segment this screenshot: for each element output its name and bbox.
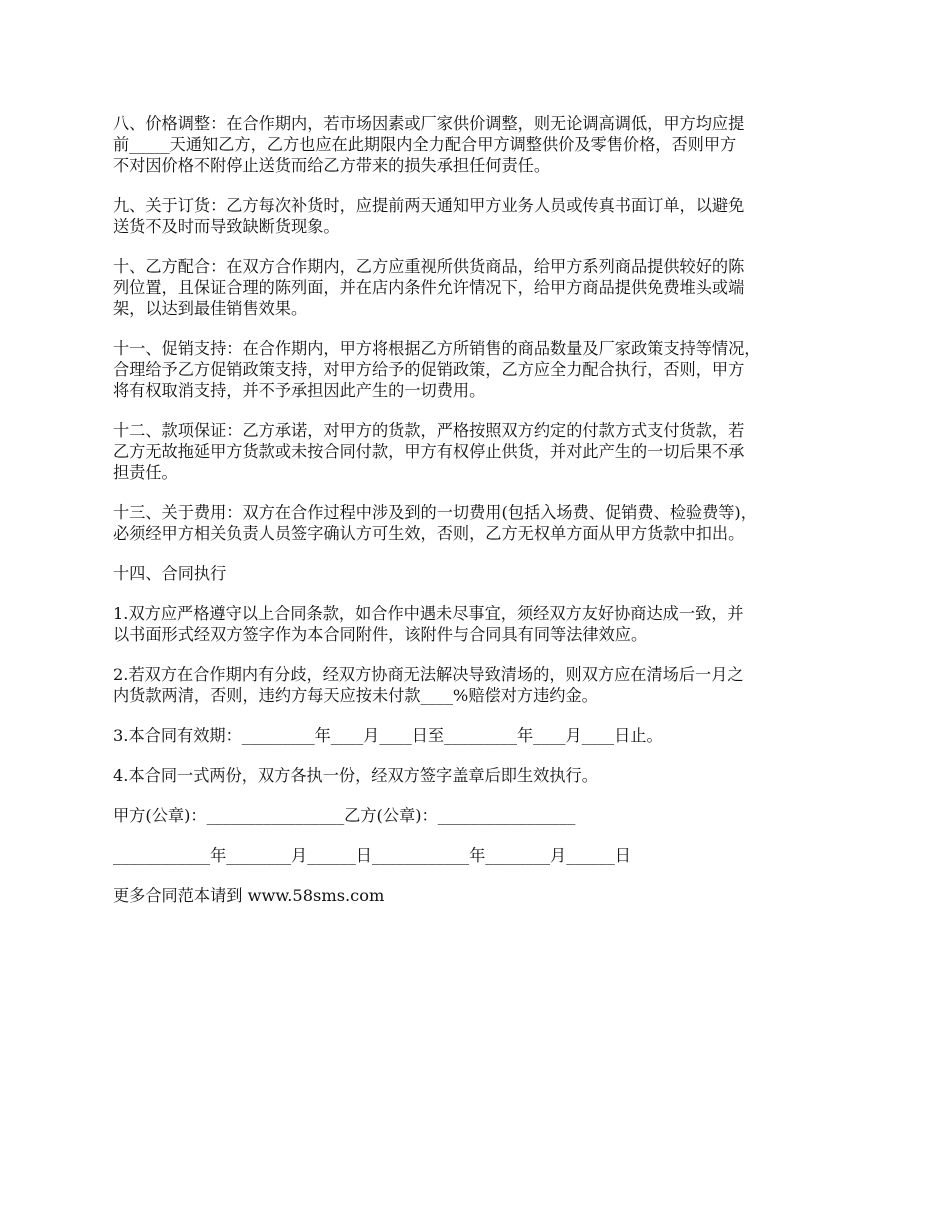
clause-10-line-2: 列位置，且保证合理的陈列面，并在店内条件允许情况下，给甲方商品提供免费堆头或端 xyxy=(113,278,745,297)
signature-date-line: ____________年________月______日____________年________月______日 xyxy=(113,846,631,865)
date-block xyxy=(113,845,848,866)
signature-block xyxy=(113,805,848,826)
clause-12-line-3: 担责任。 xyxy=(113,463,178,482)
clause-8-line-2: 前_____天通知乙方，乙方也应在此期限内全力配合甲方调整供价及零售价格，否则甲方 xyxy=(113,135,737,154)
document-page xyxy=(113,113,848,925)
clause-12-paragraph xyxy=(113,420,848,483)
clause-13-line-2: 必须经甲方相关负责人员签字确认方可生效，否则，乙方无权单方面从甲方货款中扣出。 xyxy=(113,524,745,543)
footer-note xyxy=(113,885,848,906)
validity-period-line: 3.本合同有效期：_________年____月____日至_________年____月____日止。 xyxy=(113,726,663,745)
clause-14-3-paragraph xyxy=(113,725,848,746)
clause-13-line-1: 十三、关于费用：双方在合作过程中涉及到的一切费用(包括入场费、促销费、检验费等)， xyxy=(113,503,757,522)
clause-11-line-3: 将有权取消支持，并不予承担因此产生的一切费用。 xyxy=(113,381,486,400)
clause-9-line-1: 九、关于订货：乙方每次补货时，应提前两天通知甲方业务人员或传真书面订单，以避免 xyxy=(113,196,745,215)
clause-14-4-paragraph xyxy=(113,765,848,786)
clause-13-paragraph xyxy=(113,502,848,544)
clause-12-line-1: 十二、款项保证：乙方承诺，对甲方的货款，严格按照双方约定的付款方式支付货款，若 xyxy=(113,421,745,440)
seal-signature-line: 甲方(公章)：_________________乙方(公章)：_________________ xyxy=(113,806,576,825)
clause-14-heading xyxy=(113,563,848,584)
clause-14-2-line-2: 内货款两清，否则，违约方每天应按未付款____%赔偿对方违约金。 xyxy=(113,686,598,705)
clause-9-paragraph xyxy=(113,195,848,237)
clause-10-paragraph xyxy=(113,256,848,319)
clause-14-2-line-1: 2.若双方在合作期内有分歧，经双方协商无法解决导致清场的，则双方应在清场后一月之 xyxy=(113,665,744,684)
clause-14-1-line-1: 1.双方应严格遵守以上合同条款，如合作中遇未尽事宜，须经双方友好协商达成一致，并 xyxy=(113,604,744,623)
clause-8-paragraph xyxy=(113,113,848,176)
clause-8-line-1: 八、价格调整：在合作期内，若市场因素或厂家供价调整，则无论调高调低，甲方均应提 xyxy=(113,114,745,133)
clause-8-line-3: 不对因价格不附停止送货而给乙方带来的损失承担任何责任。 xyxy=(113,156,551,175)
clause-12-line-2: 乙方无故拖延甲方货款或未按合同付款，甲方有权停止供货，并对此产生的一切后果不承 xyxy=(113,442,745,461)
footer-link-text: 更多合同范本请到 www.58sms.com xyxy=(113,886,385,905)
copies-clause-line: 4.本合同一式两份，双方各执一份，经双方签字盖章后即生效执行。 xyxy=(113,766,598,785)
clause-14-1-paragraph xyxy=(113,603,848,645)
clause-10-line-3: 架，以达到最佳销售效果。 xyxy=(113,299,308,318)
clause-10-line-1: 十、乙方配合：在双方合作期内，乙方应重视所供货商品，给甲方系列商品提供较好的陈 xyxy=(113,257,745,276)
clause-11-paragraph xyxy=(113,338,848,401)
clause-11-line-2: 合理给予乙方促销政策支持，对甲方给予的促销政策，乙方应全力配合执行，否则，甲方 xyxy=(113,360,745,379)
clause-14-heading-text: 十四、合同执行 xyxy=(113,564,227,583)
clause-11-line-1: 十一、促销支持：在合作期内，甲方将根据乙方所销售的商品数量及厂家政策支持等情况， xyxy=(113,339,761,358)
clause-14-1-line-2: 以书面形式经双方签字作为本合同附件，该附件与合同具有同等法律效应。 xyxy=(113,625,648,644)
clause-14-2-paragraph xyxy=(113,664,848,706)
clause-9-line-2: 送货不及时而导致缺断货现象。 xyxy=(113,217,340,236)
